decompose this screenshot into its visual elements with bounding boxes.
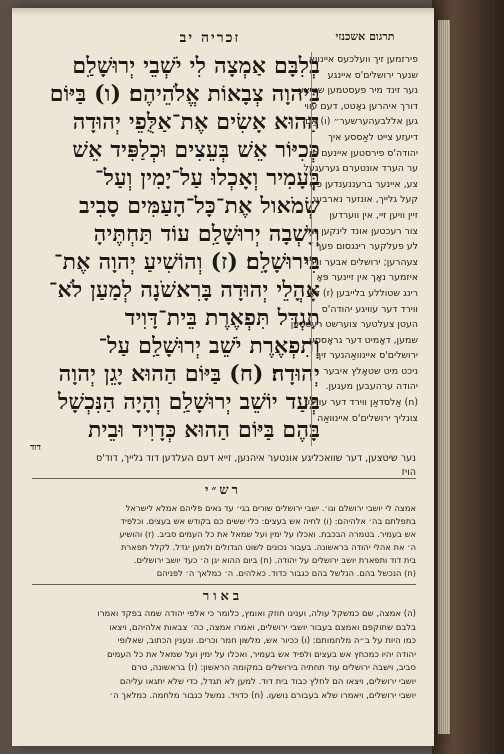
targum-continuation-line: הויז <box>401 467 416 478</box>
biur-line: בלבם שתוקפם ואמצם בעבור יושבי ירושלים, ואמרו אמצה, כה׳ צבאות אלהיהם, ויצאו <box>109 622 416 633</box>
main-text-line: שְׂמֹאול אֶת־כָּל־הָעַמִּים סָבִיב <box>79 193 320 219</box>
targum-line: צעהרען; ירושלים אבער ווירד <box>303 256 418 268</box>
targum-line: לע פעלקער רינגסום פעך <box>316 241 418 253</box>
main-text-line: בַּיהוָה צְבָאוֹת אֱלֹהֵיהֶם׃ (ו) בַּיּוֹם <box>49 81 320 107</box>
biur-heading: באור <box>202 589 244 604</box>
targum-continuation-line: נער שיטצען, דער שוואכליגע אונטער איהנען, זייא דעם העלדען דוד גלייך, דוד'ס <box>95 453 416 464</box>
rashi-heading: רש״י <box>205 483 241 498</box>
divider <box>32 478 416 479</box>
biur-line: (ה) אמצה, שם כמשקל עולה, וענינו חוזק ואומץ, כלומר כי אלפי יהודה שמה בפקד ואמרו <box>97 609 416 619</box>
page-shadow <box>12 8 434 16</box>
running-head <box>34 30 416 52</box>
main-text-line: וְתִפְאֶרֶת יֹשֵׁב יְרוּשָׁלַ͏ִם עַל־ <box>98 333 320 359</box>
rashi-line: בתפלתם בה׳ אלהיהם: (ו) לחיה אש בעצים: כלי ששים כם בקודש אש בעצים. וכלפיד <box>120 516 416 526</box>
catchword: דוד <box>30 443 41 453</box>
rashi-line: ה׳ את אהלי יהודה בראשונה. בעבור נכונים לשוט הגדולים ולמען יגדל. לקלל תפארת <box>121 542 416 552</box>
rashi-commentary-end <box>32 567 416 581</box>
rashi-line: (ח) הנכשל בהם. הנלשל בהם כגבור כדוד. כאלהים. ה׳ כמלאך ה׳ לפניהם <box>156 568 416 578</box>
book-page <box>12 8 434 746</box>
biur-line: כמו היות על ב״ה מלחמותם: (ו) ככיור אש, מלשון חמר וכרים. ונענין הכתוב, שאלופי <box>117 636 416 647</box>
biur-line: יהודה יהיו כמכחץ אש בעצים ולפיד אש בעמיר, ואכלו על ימין ועל שמאל את כל העמים <box>107 649 416 660</box>
targum-line: רינג שטוללע בלייבען (ז) דאָ <box>308 287 418 299</box>
targum-line: יהודה ערהעבען מעגען. <box>325 381 418 393</box>
main-text-line: אָהֳלֵי יְהוּדָה בָּרִאשֹׁנָה לְמַעַן לֹא־ <box>48 277 320 303</box>
targum-line: דורך איהרען גאָטט, דעם עווי <box>304 100 418 112</box>
main-text-line: בִּירוּשָׁלָ͏ִם׃ (ז) וְהוֹשִׁיעַ יְהוָה אֶת־ <box>54 249 320 275</box>
book-edge <box>432 0 504 754</box>
targum-line: צונליך ירושלים'ס איינוואַה <box>317 412 418 424</box>
main-hebrew-text <box>28 52 320 452</box>
targum-line: (ח) אַלסדאַן ווירד דער עוויגע <box>304 397 418 409</box>
main-text-line: תִגְדַּל תִּפְאֶרֶת בֵּית־דָּוִיד <box>124 305 320 331</box>
main-text-line: בְּעַד יוֹשֵׁב יְרוּשָׁלַ͏ִם וְהָיָה הַנִּכְשָׁל <box>58 389 320 415</box>
targum-line: זיין וויען זיי, אין ווערדען <box>329 209 418 221</box>
rashi-commentary <box>32 502 416 566</box>
main-text-line: בָּהֶם בַּיּוֹם הַהוּא כְּדָוִיד וּבֵית <box>88 417 320 443</box>
main-text-line: כְּכִיּוֹר אֵשׁ בְּעֵצִים וּכְלַפִּיד אֵשׁ <box>72 137 320 163</box>
main-text-line: הַהוּא אָשִׂים אֶת־אַלֻּפֵי יְהוּדָה <box>72 109 320 135</box>
targum-line: ירושלים'ס איינוואַהנער זיך <box>316 350 418 362</box>
main-text-line: יְהוּדָה׃ (ח) בַּיּוֹם הַהוּא יָגֵן יְהוָה <box>58 361 320 387</box>
targum-line: גען אללבעהערשער״ (ו) אַם <box>305 116 418 128</box>
targum-heading: תרגום אשכנזי <box>335 30 395 43</box>
rashi-line: אמצה לי יושבי ירושלם וגו׳. ישבי ירושלים שורים בגי׳ עד גאים פליהם אמלא לישראל <box>125 503 416 513</box>
targum-column <box>290 52 418 446</box>
main-text-line: בְּעָמִיר וְאָכְלוּ עַל־יָמִין וְעַל־ <box>94 165 320 191</box>
targum-line: דיעזע צייט לאַססע איך <box>327 131 418 143</box>
main-text-line: בְלִבָּם אַמְצָה לִי יֹשְׁבֵי יְרוּשָׁלַ͏ִם <box>72 53 320 79</box>
targum-line: שמען, דאָמיט דער גראָססע <box>308 334 418 346</box>
targum-line: איזמער נאָך אין זיינער פּאָ <box>316 272 418 284</box>
targum-line: שנער ירושלים'ס איינגע <box>327 69 418 81</box>
biur-line: סביב, וישבה ירושלים עוד תחתיה בירושלים במקומה הראשון: (ז) בראשונה, טרם <box>131 663 416 674</box>
running-title: זכריה יב <box>179 30 241 46</box>
targum-line: ווירד דער עוויגע יהודה'ס <box>321 303 418 315</box>
targum-line: ניכט מיט שטאָלץ איבער <box>323 365 418 377</box>
main-text-line: וְיָשְׁבָה יְרוּשָׁלַ͏ִם עוֹד תַּחְתֶּיהָ <box>93 221 320 247</box>
targum-line: ער הערד אונטערם גערעגעל <box>303 163 418 175</box>
targum-line: נער זינד מיר פעסטמען שטיצע <box>298 85 418 97</box>
page-edges <box>438 20 450 734</box>
targum-line: קעל גלייך, אונזער נארבעג <box>312 194 418 206</box>
rashi-line: אש בעמיר. בטמרה הבכבת. ואכלו על ימין ועל שמאל את כל העמים סביב. (ז) והושיע <box>119 529 416 539</box>
biur-commentary <box>32 608 416 728</box>
targum-continuation <box>32 452 416 480</box>
targum-line: פירזמען זיך וועלכעס איינוואָ <box>308 54 418 65</box>
biur-line: יושבי ירושלים, ויצאו הם לחלץ כבוד בית דוד. למען לא תגדל, כדי שלא יתגאו עליהם <box>119 676 416 687</box>
targum-line: צור רעכטען אונד לינקען אל <box>306 225 418 237</box>
biur-line: יושבי ירושלים, ויאמרו שלא בעבורם נושעו. (ח) כדויד. נמשל כגבור מלחמה. כמלאך ה׳ <box>109 690 416 701</box>
targum-line: העטן צעלטער צוערשט רעטטען <box>290 319 418 331</box>
rashi-line: בית דוד ותפארת יושב ירושלים על יהודה. (ח) ביום ההוא יגן ה׳ כעד יושב ירושלים. <box>133 555 416 565</box>
targum-line: יהודה'ס פירסטען איינעם פײ <box>309 147 418 159</box>
divider <box>32 584 416 585</box>
targum-line: צע, איינער ברעננענדען פאַ <box>309 178 418 190</box>
